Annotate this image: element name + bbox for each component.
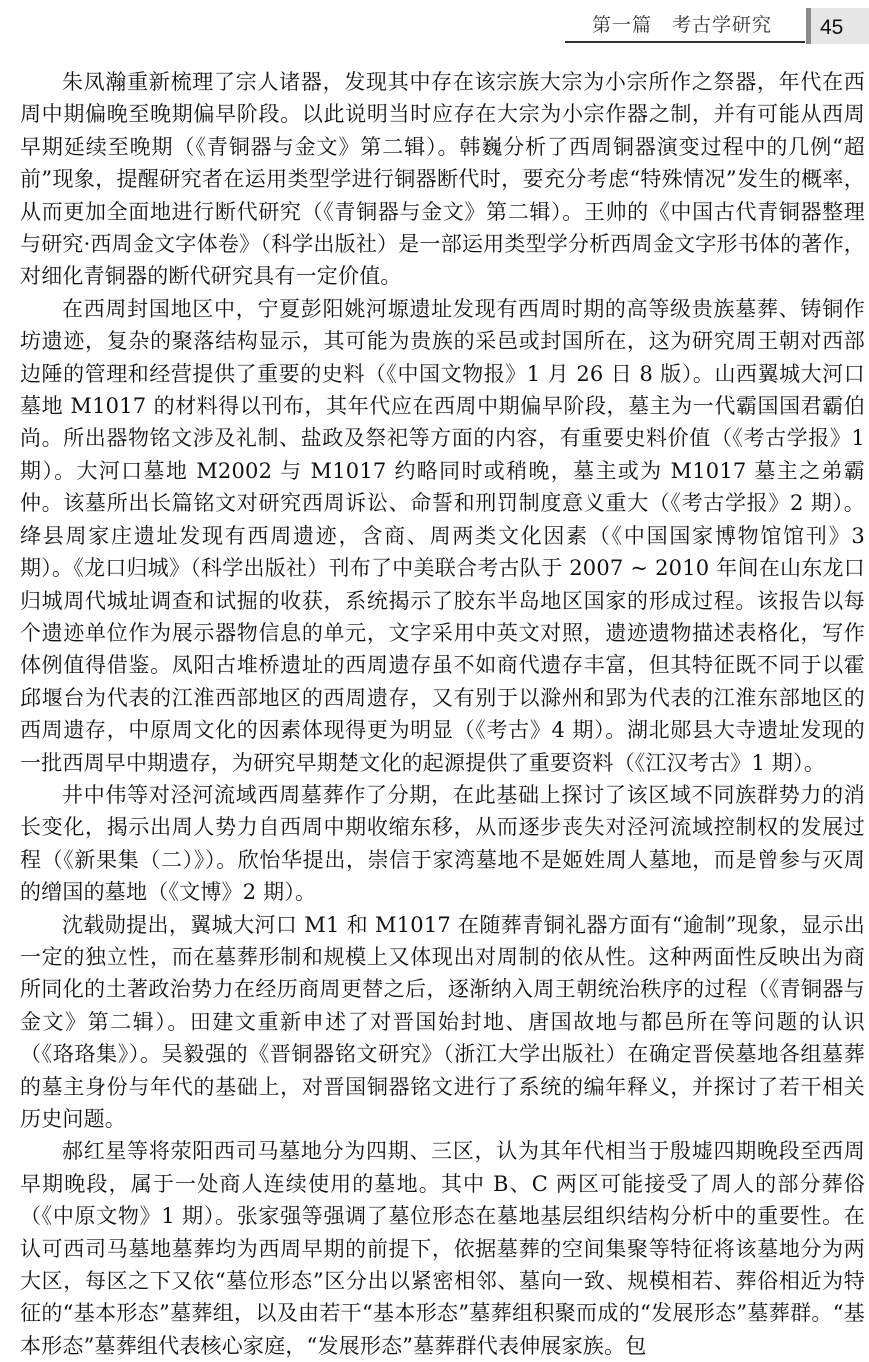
header-rule [565, 41, 805, 43]
page-header [0, 0, 869, 48]
body-text [20, 66, 865, 1362]
page-number: 45 [820, 16, 844, 39]
running-header-title: 第一篇 考古学研究 [592, 14, 773, 36]
paragraph: 朱凤瀚重新梳理了宗人诸器，发现其中存在该宗族大宗为小宗所作之祭器，年代在西周中期偏晚至晚期偏早阶段。以此说明当时应存在大宗为小宗作器之制，并有可能从西周早期延续至晚期（《青铜器与金文》第二辑）。韩巍分析了西周铜器演变过程中的几例“超前”现象，提醒研究者在运用类型学进行铜器断代时，要充分考虑“特殊情况”发生的概率，从而更加全面地进行断代研究（《青铜器与金文》第二辑）。王帅的《中国古代青铜器整理与研究·西周金文字体卷》（科学出版社）是一部运用类型学分析西周金文字形书体的著作，对细化青铜器的断代研究具有一定价值。 [20, 70, 865, 289]
paragraph: 郝红星等将荥阳西司马墓地分为四期、三区，认为其年代相当于殷墟四期晚段至西周早期晚段，属于一处商人连续使用的墓地。其中 B、C 两区可能接受了周人的部分葬俗（《中原文物》1 期）。张家强等强调了墓位形态在墓地基层组织结构分析中的重要性。在认可西司马墓地墓葬均为西周早期的前提下，依据墓葬的空间集聚等特征将该墓地分为两大区，每区之下又依“墓位形态”区分出以紧密相邻、墓向一致、规模相若、葬俗相近为特征的“基本形态”墓葬组，以及由若干“基本形态”墓葬组积聚而成的“发展形态”墓葬群。“基本形态”墓葬组代表核心家庭，“发展形态”墓葬群代表伸展家族。包 [20, 1139, 865, 1358]
paragraph: 井中伟等对泾河流域西周墓葬作了分期，在此基础上探讨了该区域不同族群势力的消长变化，揭示出周人势力自西周中期收缩东移，从而逐步丧失对泾河流域控制权的发展过程（《新果集（二）》）。欣怡华提出，崇信于家湾墓地不是姬姓周人墓地，而是曾参与灭周的缯国的墓地（《文博》2 期）。 [20, 782, 865, 905]
paragraph: 在西周封国地区中，宁夏彭阳姚河塬遗址发现有西周时期的高等级贵族墓葬、铸铜作坊遗迹，复杂的聚落结构显示，其可能为贵族的采邑或封国所在，这为研究周王朝对西部边陲的管理和经营提供了重要的史料（《中国文物报》1 月 26 日 8 版）。山西翼城大河口墓地 M1017 的材料得以刊布，其年代应在西周中期偏早阶段，墓主为一代霸国国君霸伯尚。所出器物铭文涉及礼制、盐政及祭祀等方面的内容，有重要史料价值（《考古学报》1 期）。大河口墓地 M2002 与 M1017 约略同时或稍晚，墓主或为 M1017 墓主之弟霸仲。该墓所出长篇铭文对研究西周诉讼、命誓和刑罚制度意义重大（《考古学报》2 期）。绛县周家庄遗址发现有西周遗迹，含商、周两类文化因素（《中国国家博物馆馆刊》3 期）。《龙口归城》（科学出版社）刊布了中美联合考古队于 2007 ~ 2010 年间在山东龙口归城周代城址调查和试掘的收获，系统揭示了胶东半岛地区国家的形成过程。该报告以每个遗迹单位作为展示器物信息的单元，文字采用中英文对照，遗迹遗物描述表格化，写作体例值得借鉴。凤阳古堆桥遗址的西周遗存虽不如商代遗存丰富，但其特征既不同于以霍邱堰台为代表的江淮西部地区的西周遗存，又有别于以滁州和郢为代表的江淮东部地区的西周遗存，中原周文化的因素体现得更为明显（《考古》4 期）。湖北郧县大寺遗址发现的一批西周早中期遗存，为研究早期楚文化的起源提供了重要资料（《江汉考古》1 期）。 [20, 296, 865, 775]
paragraph: 沈载勋提出，翼城大河口 M1 和 M1017 在随葬青铜礼器方面有“逾制”现象，显示出一定的独立性，而在墓葬形制和规模上又体现出对周制的依从性。这种两面性反映出为商所同化的土著政治势力在经历商周更替之后，逐渐纳入周王朝统治秩序的过程（《青铜器与金文》第二辑）。田建文重新申述了对晋国始封地、唐国故地与都邑所在等问题的认识（《珞珞集》）。吴毅强的《晋铜器铭文研究》（浙江大学出版社）在确定晋侯墓地各组墓葬的墓主身份与年代的基础上，对晋国铜器铭文进行了系统的编年释义，并探讨了若干相关历史问题。 [20, 912, 865, 1131]
